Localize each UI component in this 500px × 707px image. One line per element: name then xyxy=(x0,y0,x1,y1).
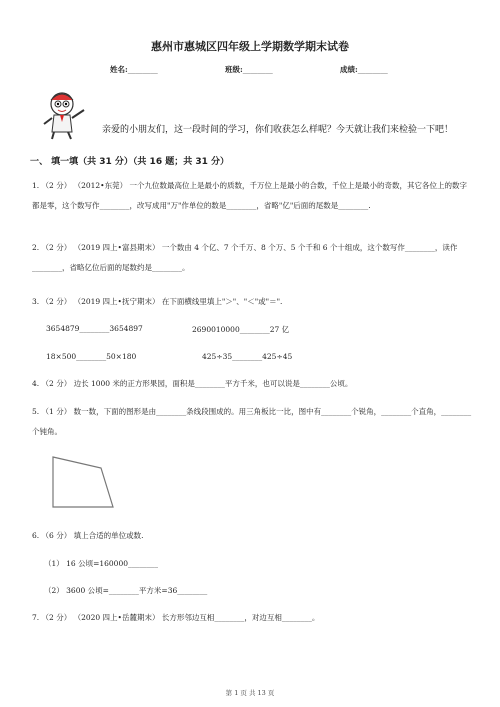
question-3-c: 18×500________50×180 xyxy=(46,352,137,361)
question-6-part-1: （1） 16 公顷=160000________ xyxy=(44,559,158,568)
question-6: 6. （6 分） 填上合适的单位或数. xyxy=(32,531,144,540)
name-field xyxy=(110,64,158,75)
section-heading: 一、 填一填（共 31 分）（共 16 题；共 31 分） xyxy=(30,157,230,167)
mascot-icon xyxy=(40,88,88,140)
greeting-text: 亲爱的小朋友们，这一段时间的学习，你们收获怎么样呢？今天就让我们来检验一下吧！ xyxy=(102,125,454,135)
question-2: 2. （2 分） （2019 四上•富县期末） 一个数由 4 个亿、7 个千万、8 个万、5 个千和 6 个十组成，这个数写作________，读作________，省略亿位后面的尾数约是________。 xyxy=(32,243,458,272)
question-5: 5. （1 分） 数一数，下面的图形是由________条线段围成的。用三角板比一比，图中有________个锐角，________个直角，________个钝角。 xyxy=(32,407,472,436)
question-3-b: 2690010000________27 亿 xyxy=(192,325,290,334)
quadrilateral-figure xyxy=(40,452,120,512)
score-label: 成绩: xyxy=(340,65,358,74)
question-6-part-2: （2） 3600 公顷=________平方米=36________ xyxy=(44,586,208,595)
class-label: 班级: xyxy=(225,65,243,74)
name-blank[interactable]: ________ xyxy=(127,65,158,74)
score-field xyxy=(340,64,388,75)
question-3-d: 425÷35________425÷45 xyxy=(202,352,293,361)
question-1: 1. （2 分） （2012•东莞） 一个九位数最高位上是最小的质数，千万位上是最小的合数，千位上是最小的奇数，其它各位上的数字都是零，这个数写作________，改写成用"万"作单位的数是________，省略"亿"后面的尾数是________. xyxy=(32,181,467,210)
page-title: 惠州市惠城区四年级上学期数学期末试卷 xyxy=(151,40,349,53)
question-7: 7. （2 分） （2020 四上•岳麓期末） 长方形邻边互相________，对边互相________。 xyxy=(32,613,320,622)
score-blank[interactable]: ________ xyxy=(357,65,388,74)
question-3-a: 3654879________3654897 xyxy=(46,324,143,333)
question-3: 3. （2 分） （2019 四上•抚宁期末） 在下面横线里填上"＞"、"＜"或"＝". xyxy=(32,297,283,306)
question-4: 4. （2 分） 边长 1000 米的正方形果园，面积是________平方千米，也可以说是________公顷。 xyxy=(32,379,353,388)
class-blank[interactable]: ________ xyxy=(242,65,273,74)
class-field xyxy=(225,64,273,75)
page-footer: 第 1 页 共 13 页 xyxy=(225,689,275,697)
name-label: 姓名: xyxy=(110,65,128,74)
